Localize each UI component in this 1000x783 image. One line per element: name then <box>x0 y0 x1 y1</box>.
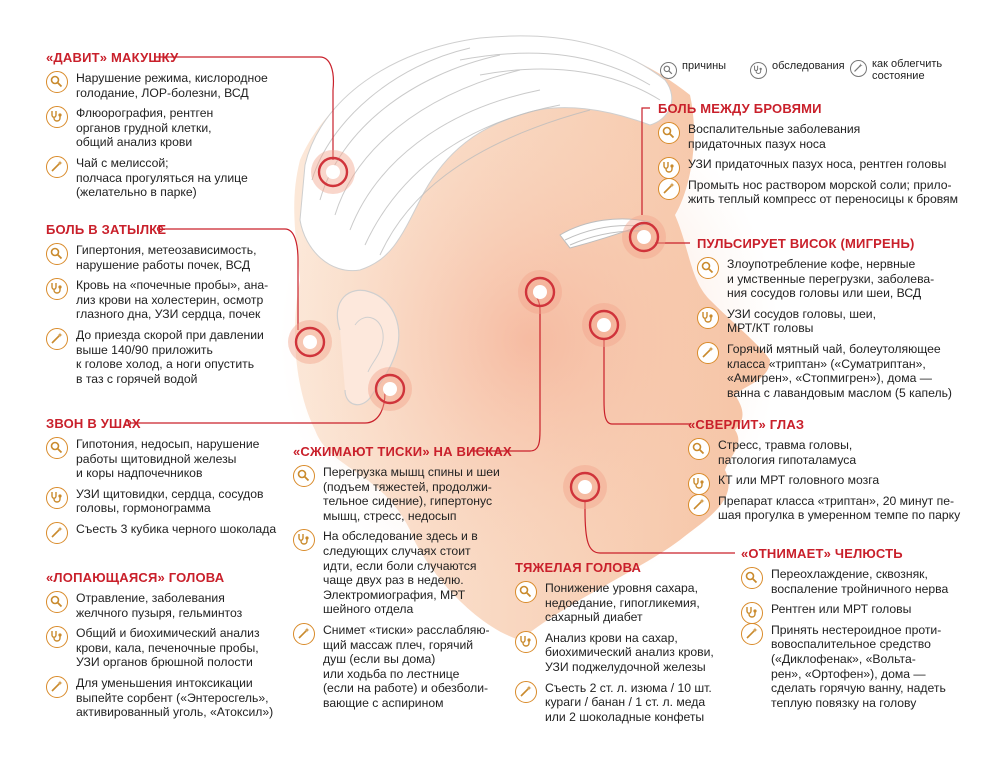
vise-exam-line: На обследование здесь и в <box>323 529 478 544</box>
vise-exam-line: идти, если боли случаются <box>323 558 477 573</box>
crown-cause-line: Нарушение режима, кислородное <box>76 71 268 85</box>
magic-wand-icon <box>688 494 710 516</box>
magic-wand-icon <box>46 328 68 350</box>
temple-cause-line: и умственные перегрузки, заболева- <box>727 271 935 286</box>
bursting-relief-line: Для уменьшения интоксикации <box>76 675 253 690</box>
section-bursting <box>46 570 296 720</box>
nape-relief <box>46 328 296 386</box>
heavy-title: ТЯЖЕЛАЯ ГОЛОВА <box>515 560 642 575</box>
temple-cause-line: Злоупотребление кофе, нервные <box>727 257 916 271</box>
ears-cause-line: работы щитовидной железы <box>76 451 237 466</box>
ears-cause <box>46 437 296 481</box>
crown-relief-line: Чай с мелиссой; <box>76 155 169 170</box>
jaw-relief <box>741 623 991 711</box>
bursting-relief <box>46 676 296 720</box>
brows-relief-line: Промыть нос раствором морской соли; прило- <box>688 177 952 192</box>
eye-relief-line: Препарат класса «триптан», 20 минут пе- <box>718 493 955 508</box>
nape-relief-line: До приезда скорой при давлении <box>76 327 264 342</box>
nape-exam <box>46 278 296 322</box>
magic-wand-icon <box>741 623 763 645</box>
bursting-exam <box>46 626 296 670</box>
bursting-relief-line: активированный уголь, «Атоксил») <box>76 705 274 720</box>
jaw-relief-line: рен», «Ортофен»), дома — <box>771 666 926 681</box>
ears-exam-line: УЗИ щитовидки, сердца, сосудов <box>76 486 264 501</box>
nape-exam-line: Кровь на «почечные пробы», ана- <box>76 278 269 293</box>
jaw-relief-line: Принять нестероидное проти- <box>771 622 942 637</box>
stethoscope-icon <box>658 157 680 179</box>
magnifier-icon <box>741 567 763 589</box>
magnifier-icon <box>658 122 680 144</box>
section-heavy <box>515 560 725 724</box>
magnifier-icon <box>688 438 710 460</box>
vise-cause <box>293 465 513 523</box>
stethoscope-icon <box>46 106 68 128</box>
brows-cause-line: Воспалительные заболевания <box>688 122 861 136</box>
jaw-cause <box>741 567 991 596</box>
magnifier-icon <box>697 257 719 279</box>
section-vise <box>293 444 513 711</box>
vise-relief-line: вающие с аспирином <box>323 695 444 710</box>
temple-relief-line: Горячий мятный чай, болеутоляющее <box>727 341 941 356</box>
vise-exam-line: чаще двух раз в неделю. <box>323 573 464 588</box>
crown-relief-line: полчаса прогуляться на улице <box>76 170 248 185</box>
nape-title: БОЛЬ В ЗАТЫЛКЕ <box>46 222 167 237</box>
heavy-relief-line: Съесть 2 ст. л. изюма / 10 шт. <box>545 680 712 695</box>
vise-relief <box>293 623 513 711</box>
bursting-exam-line: Общий и биохимический анализ <box>76 626 260 641</box>
jaw-cause-line: Переохлаждение, сквозняк, <box>771 567 928 581</box>
crown-title: «ДАВИТ» МАКУШКУ <box>46 50 179 65</box>
heavy-relief-line: или 2 шоколадные конфеты <box>545 709 705 724</box>
stethoscope-icon <box>46 278 68 300</box>
brows-relief <box>658 178 978 207</box>
magic-wand-icon <box>293 623 315 645</box>
jaw-exam-line: Рентген или МРТ головы <box>771 602 912 617</box>
ears-relief-line: Съесть 3 кубика черного шоколада <box>76 521 277 536</box>
vise-relief-line: (если на работе) и обезболи- <box>323 681 489 696</box>
heavy-relief-line: кураги / банан / 1 ст. л. меда <box>545 695 706 710</box>
legend-causes-label: причины <box>682 60 727 72</box>
brows-relief-line: жить теплый компресс от переносицы к бровям <box>688 192 959 207</box>
section-eye <box>688 417 978 523</box>
magnifier-icon <box>515 581 537 603</box>
crown-exam-line: органов грудной клетки, <box>76 120 212 135</box>
vise-relief-line: душ (если вы дома) <box>323 652 436 667</box>
nape-relief-line: выше 140/90 приложить <box>76 342 213 357</box>
nape-relief-line: к голове холод, а ноги опустить <box>76 357 255 372</box>
brows-title: БОЛЬ МЕЖДУ БРОВЯМИ <box>658 101 822 116</box>
brows-cause <box>658 122 978 151</box>
temple-relief <box>697 342 967 400</box>
section-temple <box>697 236 967 400</box>
temple-relief-line: класса «триптан» («Суматриптан», <box>727 356 926 371</box>
crown-exam <box>46 106 286 150</box>
nape-cause-line: нарушение работы почек, ВСД <box>76 257 251 272</box>
vise-cause-line: (подъем тяжестей, продолжи- <box>323 479 492 494</box>
bursting-cause-line: желчного пузыря, гельминтоз <box>76 605 243 620</box>
heavy-cause-line: сахарный диабет <box>545 610 643 625</box>
jaw-cause-line: воспаление тройничного нерва <box>771 581 949 596</box>
section-brows <box>658 101 978 207</box>
ears-relief <box>46 522 296 537</box>
section-jaw <box>741 546 991 710</box>
nape-cause-line: Гипертония, метеозависимость, <box>76 243 257 257</box>
jaw-relief-line: вовоспалительное средство <box>771 637 931 652</box>
eye-cause <box>688 438 978 467</box>
magnifier-icon <box>46 243 68 265</box>
heavy-exam-line: УЗИ поджелудочной железы <box>545 659 706 674</box>
stethoscope-icon <box>697 307 719 329</box>
ears-cause-line: и коры надпочечников <box>76 466 203 481</box>
jaw-relief-line: («Диклофенак», «Вольта- <box>771 651 916 666</box>
magic-wand-icon <box>46 522 68 544</box>
stethoscope-icon <box>293 529 315 551</box>
crown-cause-line: голодание, ЛОР-болезни, ВСД <box>76 85 249 100</box>
jaw-title: «ОТНИМАЕТ» ЧЕЛЮСТЬ <box>741 546 903 561</box>
bursting-relief-line: выпейте сорбент («Энтеросгель», <box>76 690 269 705</box>
temple-exam-line: МРТ/КТ головы <box>727 321 814 336</box>
stethoscope-icon <box>750 62 767 79</box>
section-ears <box>46 416 296 537</box>
vise-exam-line: Электромиография, МРТ <box>323 587 466 602</box>
ears-title: ЗВОН В УШАХ <box>46 416 141 431</box>
jaw-exam <box>741 602 991 617</box>
magic-wand-icon <box>515 681 537 703</box>
section-nape <box>46 222 296 386</box>
heavy-relief <box>515 681 725 725</box>
ears-cause-line: Гипотония, недосып, нарушение <box>76 437 260 451</box>
stethoscope-icon <box>46 626 68 648</box>
vise-title: «СЖИМАЮТ ТИСКИ» НА ВИСКАХ <box>293 444 512 459</box>
stethoscope-icon <box>515 631 537 653</box>
stethoscope-icon <box>46 487 68 509</box>
legend <box>660 58 980 92</box>
legend-relief-label-1: как облегчить <box>872 58 943 70</box>
eye-exam-line: КТ или МРТ головного мозга <box>718 473 880 488</box>
magic-wand-icon <box>46 156 68 178</box>
crown-relief-line: (желательно в парке) <box>76 185 197 200</box>
magic-wand-icon <box>697 342 719 364</box>
vise-cause-line: мышц, стресс, недосып <box>323 508 457 523</box>
vise-relief-line: Снимет «тиски» расслабляю- <box>323 622 490 637</box>
temple-exam <box>697 307 967 336</box>
section-crown <box>46 50 286 200</box>
heavy-exam-line: биохимический анализ крови, <box>545 645 714 660</box>
temple-relief-line: «Амигрен», «Стопмигрен»), дома — <box>727 371 932 386</box>
nape-exam-line: глазного дна, УЗИ сердца, почек <box>76 307 261 322</box>
bursting-cause-line: Отравление, заболевания <box>76 591 225 605</box>
temple-cause <box>697 257 967 301</box>
legend-exam <box>750 60 845 72</box>
brows-cause-line: придаточных пазух носа <box>688 136 826 151</box>
temple-relief-line: ванна с лавандовым маслом (5 капель) <box>727 385 952 400</box>
bursting-cause <box>46 591 296 620</box>
magic-wand-icon <box>658 178 680 200</box>
nape-cause <box>46 243 296 272</box>
ears-exam-line: головы, гормонограмма <box>76 501 211 516</box>
temple-exam-line: УЗИ сосудов головы, шеи, <box>727 306 876 321</box>
legend-relief-label-2: состояние <box>872 70 925 82</box>
temple-title: ПУЛЬСИРУЕТ ВИСОК (МИГРЕНЬ) <box>697 236 915 251</box>
brows-exam <box>658 157 978 172</box>
stethoscope-icon <box>741 602 763 624</box>
jaw-relief-line: сделать горячую ванну, надеть <box>771 681 946 696</box>
legend-exam-label: обследования <box>772 60 845 72</box>
nape-relief-line: в таз с горячей водой <box>76 371 198 386</box>
heavy-cause-line: недоедание, гипогликемия, <box>545 595 700 610</box>
vise-relief-line: или ходьба по лестнице <box>323 666 460 681</box>
heavy-cause <box>515 581 725 625</box>
temple-cause-line: ния сосудов головы или шеи, ВСД <box>727 286 922 301</box>
vise-exam-line: шейного отдела <box>323 602 414 617</box>
heavy-cause-line: Понижение уровня сахара, <box>545 581 698 595</box>
magnifier-icon <box>660 62 677 79</box>
vise-cause-line: Перегрузка мышц спины и шеи <box>323 465 500 479</box>
magnifier-icon <box>46 437 68 459</box>
eye-exam <box>688 473 978 488</box>
bursting-exam-line: крови, кала, печеночные пробы, <box>76 640 259 655</box>
eye-title: «СВЕРЛИТ» ГЛАЗ <box>688 417 805 432</box>
vise-exam-line: следующих случаях стоит <box>323 543 471 558</box>
vise-cause-line: тельное сидение), гипертонус <box>323 494 493 509</box>
eye-cause-line: патология гипоталамуса <box>718 452 857 467</box>
legend-causes <box>660 60 726 72</box>
crown-cause <box>46 71 286 100</box>
crown-exam-line: Флюорография, рентген <box>76 106 214 121</box>
eye-cause-line: Стресс, травма головы, <box>718 438 853 452</box>
crown-relief <box>46 156 286 200</box>
ears-exam <box>46 487 296 516</box>
magic-wand-icon <box>850 60 867 77</box>
brows-exam-line: УЗИ придаточных пазух носа, рентген головы <box>688 157 947 172</box>
heavy-exam <box>515 631 725 675</box>
eye-relief <box>688 494 978 523</box>
bursting-title: «ЛОПАЮЩАЯСЯ» ГОЛОВА <box>46 570 225 585</box>
crown-exam-line: общий анализ крови <box>76 135 193 150</box>
stethoscope-icon <box>688 473 710 495</box>
magnifier-icon <box>293 465 315 487</box>
magnifier-icon <box>46 71 68 93</box>
magic-wand-icon <box>46 676 68 698</box>
eye-relief-line: шая прогулка в умеренном темпе по парку <box>718 508 961 523</box>
nape-exam-line: лиз крови на холестерин, осмотр <box>76 292 264 307</box>
magnifier-icon <box>46 591 68 613</box>
bursting-exam-line: УЗИ органов брюшной полости <box>76 655 253 670</box>
vise-relief-line: щий массаж плеч, горячий <box>323 637 474 652</box>
jaw-relief-line: теплую повязку на голову <box>771 695 917 710</box>
legend-relief <box>850 58 942 82</box>
vise-exam <box>293 529 513 617</box>
heavy-exam-line: Анализ крови на сахар, <box>545 630 678 645</box>
